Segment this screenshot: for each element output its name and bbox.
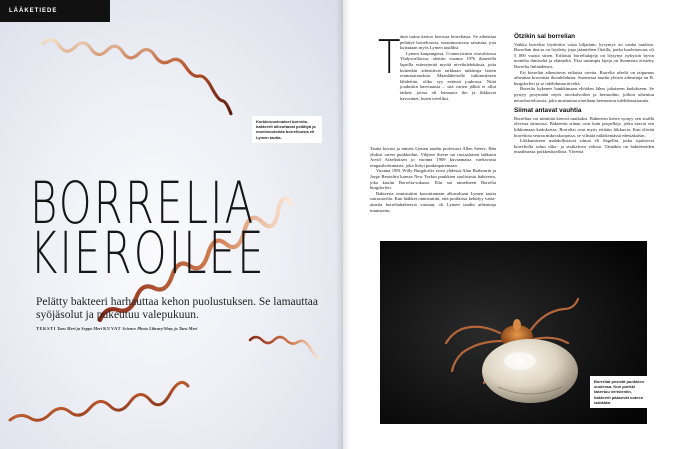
figure-caption-bacteria: Korkkiruuvimaiset borrelia-bakteerit aiheuttavat pelättyä ja monimuotoista borrelioosia eli Lymen tautia. <box>252 116 322 143</box>
paragraph: Borreliaa voi nimittää kierosi mutkaksi. Bakteerin kierre syntyy sen sisällä olevista siimoista. Bakteerin siimat ovat kuin propelleja, jotka saavat sen liikkumaan kudoksissa. Borreliat ovat myös erittäin liikkuvia. Kun elävää borreliota seuraa mikroskoopissa, se vilistää näkökentässä edestakaisin. <box>514 115 654 138</box>
paragraph: Vaikka borreliat löydettiin vasta hiljattain, kysymys on vanha taudista. Borrelian dna:ta on löydetty jopa jäämiehen Ötzillä, jonka kuolettavuus oli 5 000 vuotta sitten. Eriläisiä borrelialajeja on löytynyt nykyisin hyvin monelta ihmiseltä ja eläimeltä. Yksi uusimpia lajeja on Suomesta eristetty Borrelia finlandensis. <box>514 41 654 69</box>
credits-images-names: Science Photo Library/Shuy ja Taru Meri <box>122 326 198 331</box>
paragraph: ämä tarina kertoo kierosta borreliasta. Se aiheuttaa pelättyä borrelioosia, monimuotoista sairautta, jota kutsutaan myös Lymen taudiksi. <box>400 34 496 51</box>
article-column-2 <box>514 34 654 155</box>
article-title <box>30 169 266 287</box>
drop-cap: T <box>378 30 401 84</box>
article-credits <box>36 326 336 331</box>
credits-images-label: KUVAT <box>103 326 122 331</box>
article-subtitle: Pelätty bakteeri harhauttaa kehon puolustuksen. Se lamauttaa syöjäsolut ja pukeutuu valepukuun. <box>36 296 318 321</box>
paragraph: Lymen kaupungissa, Connecticutin osavaltiossa Yhdysvalloissa, alettiin vuonna 1976 ihmetellä lapsilla esiintyneitä myötä niveltulehduksia, joita kuitenkin aiheuttivat tarkkaan tutkittuja lasten reumasairauksia. Maanläheiselle tutkimukseen lähdettiin, oliko syy eräässä joukossa. Niitä jouduttiin harvinaisia – sitä varten jälkiä ei ollut tärkeä, joissa oli leimaava iho ja liikkuvat kasvaimet, kuten niveliksi. <box>400 50 496 101</box>
credits-text-label: TEKSTI <box>36 326 56 331</box>
figure-caption-tick: Borreliat pesivät punkkien suolessa. Kun punkki takertuu verisieniin, bakteerit pääsevät uuteen isäntään. <box>590 376 653 408</box>
paragraph: Vuonna 1981 Willy Burgdorfer eristi yhdessä Alan Barbourin ja Jorge Benachin kanssa New Yorkin punkkien suolistosta bakteerin, joka kuului Borrelia-sukuun. Elin sai nimekseen Borrelia burgdorferi. <box>370 168 496 191</box>
title-line-1: BORRELIA <box>30 169 256 237</box>
paragraph: Borrelia kykenee hankkimaan eliöiden lähes jokaiseen kudokseen. Se pystyy pysymään myös aivokalvoihin ja hermoihin, jolloin aiheutuu neuroborrelioosia, joka muistuttaa oireiltaan hermoston tulehdussairautta. <box>514 86 654 103</box>
section-label: LÄÄKETIEDE <box>0 0 110 22</box>
article-column-1-bottom <box>370 146 496 213</box>
credits-text-names: Taru Meri ja Seppo Meri <box>57 326 103 331</box>
subheading: Siimat antavat vauhtia <box>514 107 582 115</box>
subheading: Ötzikin sai borrelian <box>514 33 576 40</box>
article-column-1-top <box>378 30 496 101</box>
paragraph: Eri borreliat aiheuttavat erilaisia oireita. Borrelia afzelii on taipumus aiheuttaa kroonista ihotulehdusta. Suomessa taudin yleisin aiheuttaja on B. burgdorferi ja se tulehduttaa niveliä. <box>514 69 654 86</box>
paragraph: Tautia kuvasi ja nimesi Lymen taudin professori Allen Steere. Hän yhdisti oireet punkkeihin. Vihjeen Steere sai ruotsalaisen lääkärin Arvid Afzeliuksen jo vuonna 1909 kuvaamasta vaeltavasta rengasihottumasta, joka liittyi punkinpuremaan. <box>370 146 496 168</box>
paragraph: Liikkumiseen mahdollistavat siimat eli flagellat, jotka sijaitsevat borreliolla solun ulko- ja sisäkalvon välissä. Tämäkin on bakteereiden maailmassa poikkeuksellista. Yleensä <box>514 138 654 155</box>
title-line-2: KIEROILEE <box>30 219 266 287</box>
paragraph: Bakteeria onnistuttiin kasvattamaan alkavaltaan Lymen tautia sairastavilta. Kun lääkkei onnistuttiin, että potilaissa kehittyy vasta-aineita borreliabakteeria vastaan, oli Lymen taudin aiheuttaja tunnistettu. <box>370 190 496 213</box>
